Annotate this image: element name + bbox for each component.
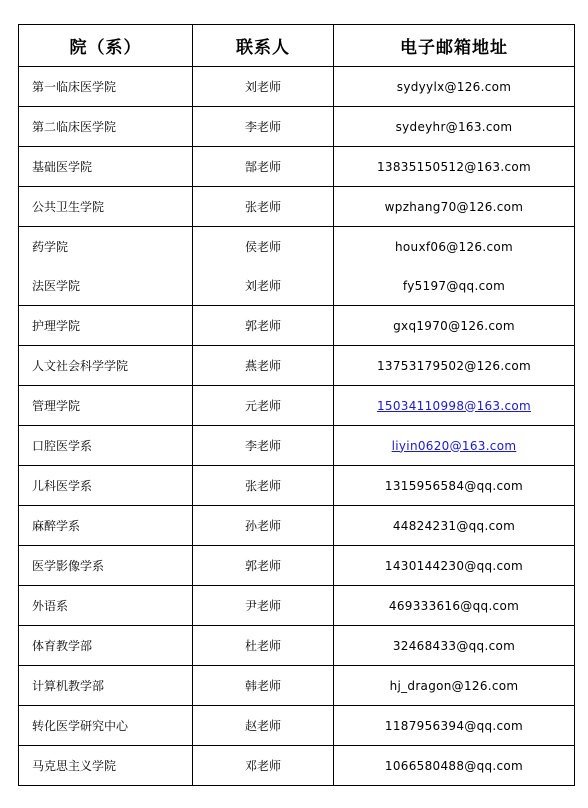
- table-row: [19, 586, 575, 626]
- email-cell: 13835150512@163.com: [334, 147, 575, 187]
- department-cell: 第二临床医学院: [19, 107, 193, 147]
- email-link[interactable]: 15034110998@163.com: [376, 398, 532, 413]
- table-row: [19, 706, 575, 746]
- department-cell: 体育教学部: [19, 626, 193, 666]
- contacts-table: [18, 24, 575, 786]
- header-email: 电子邮箱地址: [334, 25, 575, 67]
- table-body: [19, 67, 575, 786]
- email-cell: houxf06@126.com: [334, 227, 575, 267]
- contact-cell: 郭老师: [193, 306, 334, 346]
- department-cell: 口腔医学系: [19, 426, 193, 466]
- email-cell: 13753179502@126.com: [334, 346, 575, 386]
- department-cell: 公共卫生学院: [19, 187, 193, 227]
- email-cell: 1066580488@qq.com: [334, 746, 575, 786]
- department-cell: 药学院: [19, 227, 193, 267]
- email-cell: sydyylx@126.com: [334, 67, 575, 107]
- table-row: [19, 666, 575, 706]
- department-cell: 护理学院: [19, 306, 193, 346]
- email-cell: [334, 386, 575, 426]
- contact-cell: 张老师: [193, 466, 334, 506]
- table-row: [19, 187, 575, 227]
- table-row: [19, 506, 575, 546]
- table-row: [19, 386, 575, 426]
- table-row: [19, 746, 575, 786]
- department-cell: 基础医学院: [19, 147, 193, 187]
- table-row: [19, 346, 575, 386]
- contact-cell: 尹老师: [193, 586, 334, 626]
- table-row: [19, 546, 575, 586]
- department-cell: 麻醉学系: [19, 506, 193, 546]
- contact-cell: 张老师: [193, 187, 334, 227]
- contact-cell: 燕老师: [193, 346, 334, 386]
- department-cell: 马克思主义学院: [19, 746, 193, 786]
- table-row: [19, 67, 575, 107]
- email-cell: 469333616@qq.com: [334, 586, 575, 626]
- department-cell: 管理学院: [19, 386, 193, 426]
- contact-cell: 李老师: [193, 107, 334, 147]
- email-cell: 32468433@qq.com: [334, 626, 575, 666]
- department-cell: 转化医学研究中心: [19, 706, 193, 746]
- contact-cell: 刘老师: [193, 266, 334, 306]
- table-row: [19, 107, 575, 147]
- contact-cell: 郜老师: [193, 147, 334, 187]
- contact-cell: 赵老师: [193, 706, 334, 746]
- department-cell: 计算机教学部: [19, 666, 193, 706]
- email-cell: wpzhang70@126.com: [334, 187, 575, 227]
- email-cell: sydeyhr@163.com: [334, 107, 575, 147]
- email-cell: [334, 426, 575, 466]
- contact-cell: 侯老师: [193, 227, 334, 267]
- email-cell: 1187956394@qq.com: [334, 706, 575, 746]
- contact-cell: 刘老师: [193, 67, 334, 107]
- table-row: [19, 266, 575, 306]
- contact-cell: 孙老师: [193, 506, 334, 546]
- header-department: 院（系）: [19, 25, 193, 67]
- contact-cell: 杜老师: [193, 626, 334, 666]
- table-row: [19, 426, 575, 466]
- table-row: [19, 147, 575, 187]
- email-cell: 1430144230@qq.com: [334, 546, 575, 586]
- table-row: [19, 306, 575, 346]
- header-row: [19, 25, 575, 67]
- department-cell: 儿科医学系: [19, 466, 193, 506]
- email-cell: fy5197@qq.com: [334, 266, 575, 306]
- contact-cell: 邓老师: [193, 746, 334, 786]
- department-cell: 法医学院: [19, 266, 193, 306]
- department-cell: 外语系: [19, 586, 193, 626]
- email-cell: 44824231@qq.com: [334, 506, 575, 546]
- department-cell: 医学影像学系: [19, 546, 193, 586]
- table-row: [19, 466, 575, 506]
- header-contact: 联系人: [193, 25, 334, 67]
- email-cell: hj_dragon@126.com: [334, 666, 575, 706]
- contact-cell: 郭老师: [193, 546, 334, 586]
- contact-cell: 韩老师: [193, 666, 334, 706]
- table-row: [19, 626, 575, 666]
- email-link[interactable]: liyin0620@163.com: [391, 438, 517, 453]
- contact-cell: 元老师: [193, 386, 334, 426]
- email-cell: gxq1970@126.com: [334, 306, 575, 346]
- contact-cell: 李老师: [193, 426, 334, 466]
- department-cell: 第一临床医学院: [19, 67, 193, 107]
- department-cell: 人文社会科学学院: [19, 346, 193, 386]
- table-row: [19, 227, 575, 267]
- email-cell: 1315956584@qq.com: [334, 466, 575, 506]
